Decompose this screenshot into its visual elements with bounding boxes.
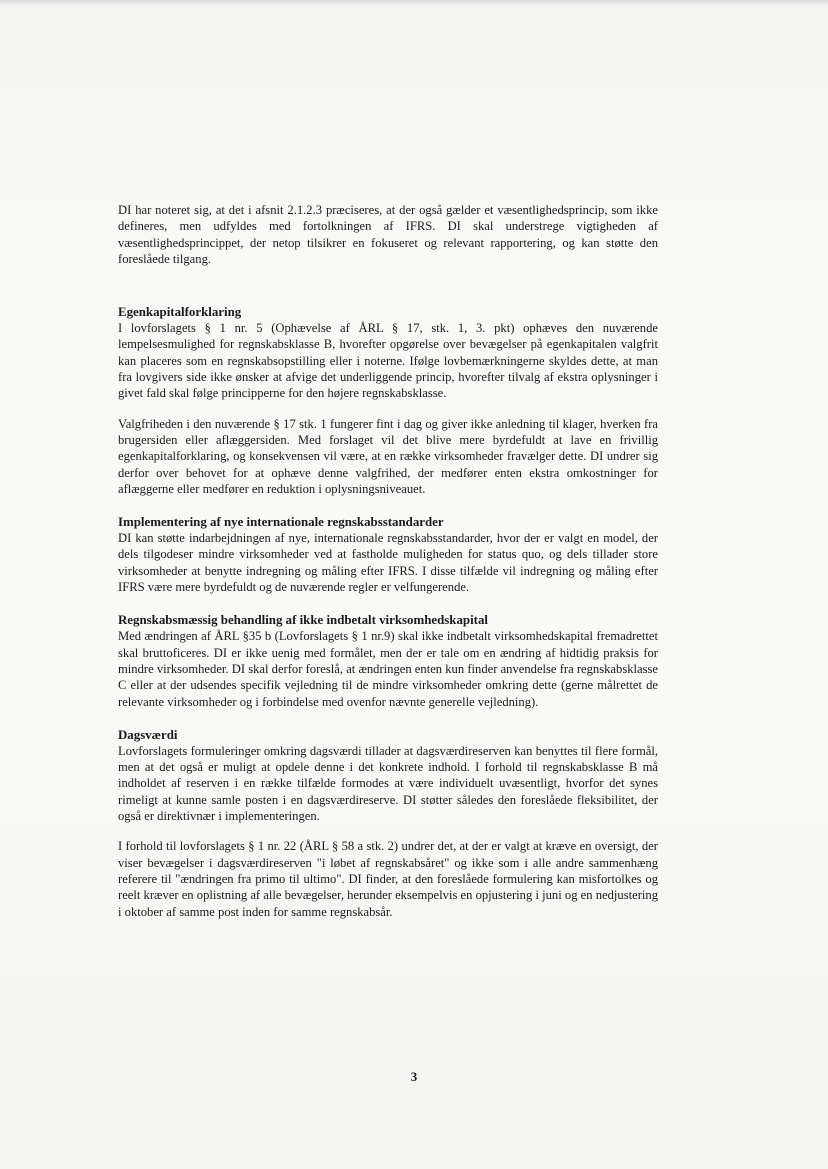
section-paragraph: Lovforslagets formuleringer omkring dagsværdi tillader at dagsværdireserven kan benyttes til flere formål, men at det også er muligt at opdele denne i det konkrete indhold. I forhold til regnskabsklasse B må indholdet af reserven i en række tilfælde formodes at være individuelt uvæsentligt, hvorfor det synes rimeligt at kunne samle posten i en dagsværdireserve. DI støtter således den foreslåede fleksibilitet, der også er direktivnær i implementeringen. (118, 743, 658, 824)
section-heading-dagsvaerdi: Dagsværdi (118, 727, 178, 742)
section-paragraph: I forhold til lovforslagets § 1 nr. 22 (ÅRL § 58 a stk. 2) undrer det, at der er valgt at kræve en oversigt, der viser bevægelser i dagsværdireserven "i løbet af regnskabsåret" og ikke som i alle andre sammenhæng referere til "ændringen fra primo til ultimo". DI finder, at den foreslåede formulering kan misfortolkes og reelt kræver en oplistning af alle bevægelser, herunder eksempelvis en opjustering i juni og en nedjustering i oktober af samme post inden for samme regnskabsår. (118, 839, 658, 919)
intro-paragraph: DI har noteret sig, at det i afsnit 2.1.2.3 præciseres, at der også gælder et væsentlighedsprincip, som ikke defineres, men udfyldes med fortolkningen af IFRS. DI skal understrege vigtigheden af væsentlighedsprincippet, der netop tilsikrer en fokuseret og relevant rapportering, og kan støtte den foreslåede tilgang. (118, 203, 658, 266)
page-content (118, 202, 658, 920)
page-number: 3 (410, 1069, 418, 1084)
section-paragraph: Med ændringen af ÅRL §35 b (Lovforslagets § 1 nr.9) skal ikke indbetalt virksomhedskapital fremadrettet skal bruttoficeres. DI er ikke uenig med formålet, men der er tale om en ændring af hidtidig praksis for mindre virksomheder. DI skal derfor foreslå, at ændringen enten kun finder anvendelse fra regnskabsklasse C eller at der udsendes specifik vejledning til de mindre virksomheder omkring dette (gerne målrettet de relevante virksomheder og i forbindelse med ovenfor nævnte generelle vejledning). (118, 629, 658, 709)
section-heading-egenkapitalforklaring: Egenkapitalforklaring (118, 305, 242, 320)
section-paragraph: DI kan støtte indarbejdningen af nye, internationale regnskabsstandarder, hvor der er valgt en model, der dels tilgodeser mindre virksomheder ved at fastholde muligheden for status quo, og dels tillader store virksomheder at benytte indregning og måling efter IFRS. I disse tilfælde vil indregning og måling efter IFRS være mere byrdefuldt og de nuværende regler er velfungerende. (118, 531, 658, 595)
section-paragraph: Valgfriheden i den nuværende § 17 stk. 1 fungerer fint i dag og giver ikke anledning til klager, hverken fra brugersiden eller aflæggersiden. Med forslaget vil det blive mere byrdefuldt at lave en frivillig egenkapitalforklaring, og konsekvensen vil være, at en række virksomheder fravælger dette. DI undrer sig derfor over behovet for at ophæve denne valgfrihed, der medfører enten ekstra omkostninger for aflæggerne eller medfører en reduktion i oplysningsniveauet. (118, 416, 658, 496)
section-paragraph: I lovforslagets § 1 nr. 5 (Ophævelse af ÅRL § 17, stk. 1, 3. pkt) ophæves den nuværende lempelsesmulighed for regnskabsklasse B, hvorefter opgørelse over bevægelser på egenkapitalen valgfrit kan placeres som en regnskabsopstilling eller i noterne. Ifølge lovbemærkningerne skyldes dette, at man fra lovgivers side ikke ønsker at afvige det underliggende princip, hvorefter tilvalg af ekstra oplysninger i givet fald skal følge principperne for den højere regnskabsklasse. (118, 321, 658, 401)
scan-edge (0, 0, 828, 6)
section-heading-implementering: Implementering af nye internationale regnskabsstandarder (118, 515, 444, 530)
section-heading-virksomhedskapital: Regnskabsmæssig behandling af ikke indbetalt virksomhedskapital (118, 613, 488, 628)
